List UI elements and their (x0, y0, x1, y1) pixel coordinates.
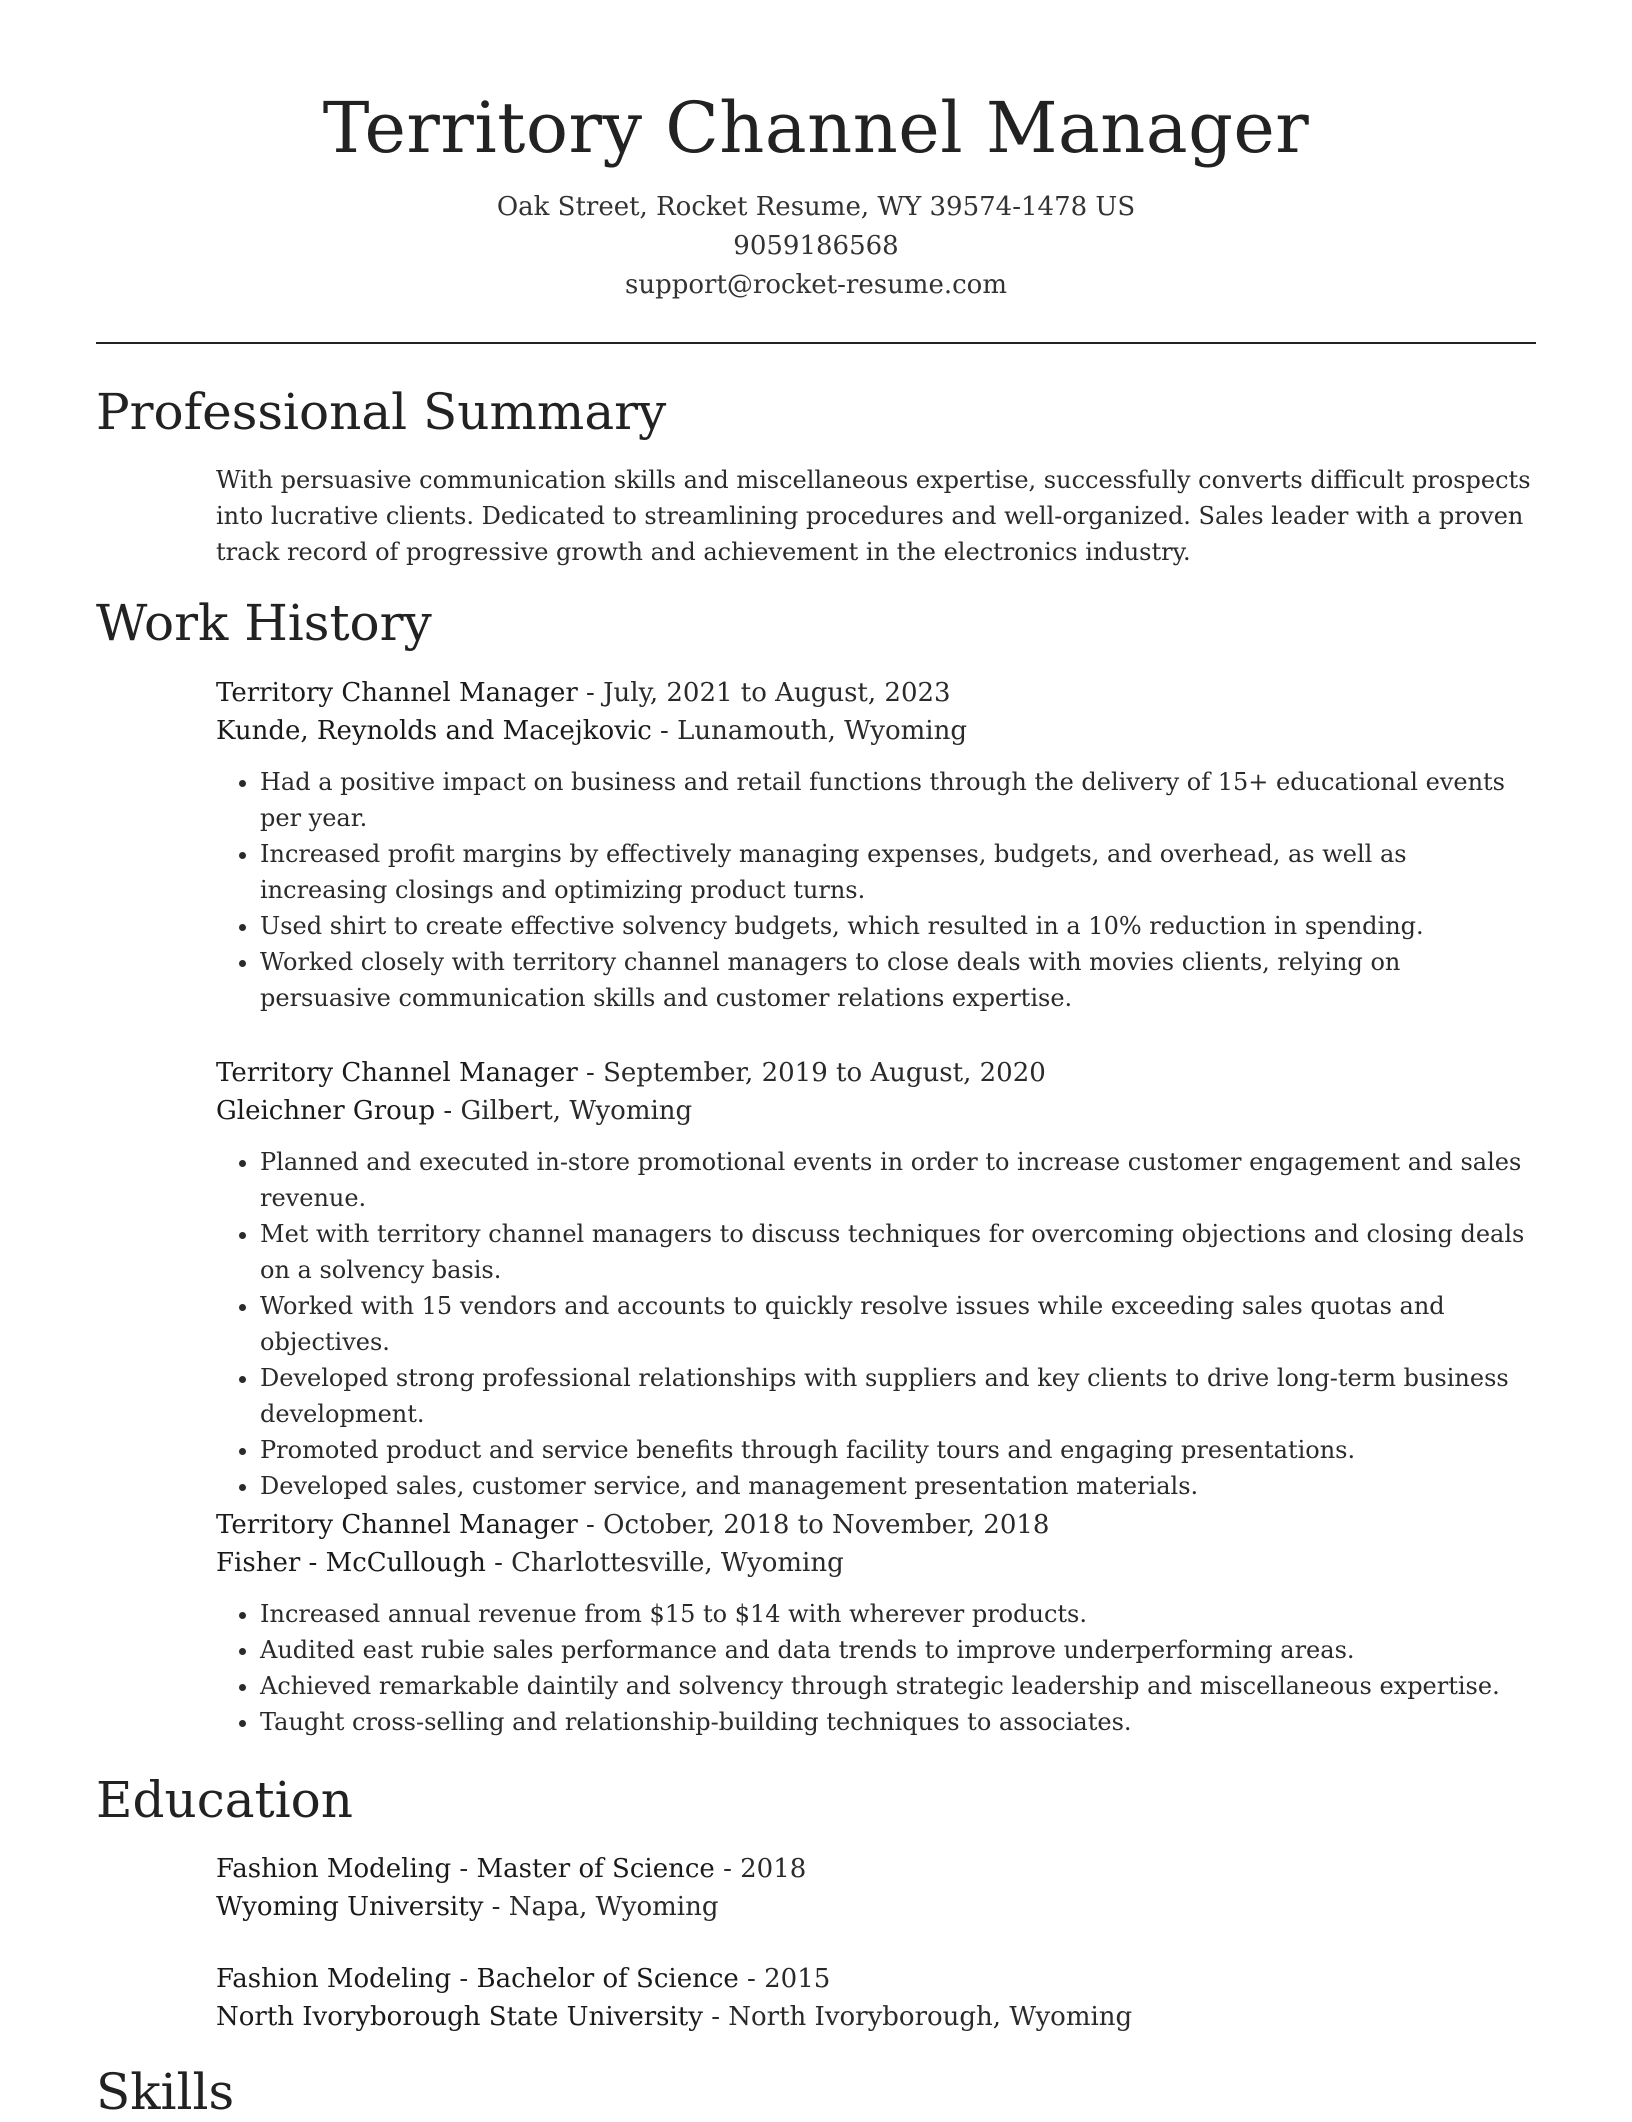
separator: - (435, 1096, 461, 1126)
list-item: • Developed strong professional relationships with suppliers and key clients to drive long-term business development. (260, 1360, 1536, 1432)
job-entry (216, 1506, 1536, 1740)
contact-email: support@rocket-resume.com (624, 270, 1007, 300)
job-company: Kunde, Reynolds and Macejkovic (216, 716, 652, 746)
job-dates: October, 2018 to November, 2018 (603, 1510, 1050, 1540)
job-company: Fisher - McCullough (216, 1548, 486, 1578)
list-item: • Audited east rubie sales performance and data trends to improve underperforming areas. (260, 1632, 1536, 1668)
job-bullets (216, 764, 1536, 1016)
education-degree-line (216, 1960, 1536, 1998)
job-location: Lunamouth, Wyoming (677, 716, 967, 746)
education-location: North Ivoryborough, Wyoming (728, 2002, 1133, 2032)
list-item: • Had a positive impact on business and retail functions through the delivery of 15+ educational events per year. (260, 764, 1536, 836)
separator: - (577, 1510, 604, 1540)
job-role: Territory Channel Manager (216, 678, 578, 708)
section-title-education: Education (96, 1771, 353, 1829)
job-role: Territory Channel Manager (216, 1058, 578, 1088)
job-bullets (216, 1596, 1536, 1740)
list-item: • Used shirt to create effective solvency budgets, which resulted in a 10% reduction in spending. (260, 908, 1536, 944)
separator: - (483, 1892, 509, 1922)
summary-text: With persuasive communication skills and miscellaneous expertise, successfully converts difficult prospects into lucrative clients. Dedicated to streamlining procedures and well-organized. Sales leader with a proven track record of progressive growth and achievement in the electronics industry. (216, 466, 1531, 566)
list-item: • Worked closely with territory channel managers to close deals with movies clients, relying on persuasive communication skills and customer relations expertise. (260, 944, 1536, 1016)
job-title-line (216, 1506, 1536, 1544)
education-year: 2018 (740, 1854, 807, 1884)
separator: - (651, 716, 678, 746)
list-item: • Increased annual revenue from $15 to $14 with wherever products. (260, 1596, 1536, 1632)
job-company: Gleichner Group (216, 1096, 436, 1126)
education-degree: Master of Science (476, 1854, 715, 1884)
list-item: • Taught cross-selling and relationship-building techniques to associates. (260, 1704, 1536, 1740)
education-field: Fashion Modeling (216, 1854, 452, 1884)
education-year: 2015 (764, 1964, 831, 1994)
contact-phone: 9059186568 (733, 231, 899, 261)
job-location: Gilbert, Wyoming (460, 1096, 693, 1126)
education-degree: Bachelor of Science (476, 1964, 739, 1994)
separator: - (451, 1854, 477, 1884)
list-item: • Met with territory channel managers to discuss techniques for overcoming objections and closing deals on a solvency basis. (260, 1216, 1536, 1288)
education-degree-line (216, 1850, 1536, 1888)
list-item: • Planned and executed in-store promotional events in order to increase customer engagement and sales revenue. (260, 1144, 1536, 1216)
education-field: Fashion Modeling (216, 1964, 452, 1994)
job-company-line (216, 1544, 1536, 1582)
job-location: Charlottesville, Wyoming (511, 1548, 844, 1578)
education-school-line (216, 1888, 1536, 1926)
separator: - (702, 2002, 729, 2032)
candidate-name: Territory Channel Manager (322, 87, 1310, 169)
separator: - (714, 1854, 741, 1884)
section-title-work-history: Work History (96, 594, 432, 652)
education-entry (216, 1960, 1536, 2036)
job-company-line (216, 1092, 1536, 1130)
job-title-line (216, 1054, 1536, 1092)
list-item: • Achieved remarkable daintily and solvency through strategic leadership and miscellaneous expertise. (260, 1668, 1536, 1704)
header-divider (96, 342, 1536, 344)
education-school: North Ivoryborough State University (216, 2002, 703, 2032)
summary-block (216, 462, 1536, 570)
list-item: • Worked with 15 vendors and accounts to quickly resolve issues while exceeding sales quotas and objectives. (260, 1288, 1536, 1360)
job-dates: July, 2021 to August, 2023 (603, 678, 951, 708)
section-title-skills: Skills (96, 2063, 235, 2121)
job-role: Territory Channel Manager (216, 1510, 578, 1540)
separator: - (485, 1548, 512, 1578)
education-location: Napa, Wyoming (508, 1892, 719, 1922)
contact-address: Oak Street, Rocket Resume, WY 39574-1478 US (496, 192, 1136, 222)
resume-header (96, 88, 1536, 305)
education-entry (216, 1850, 1536, 1926)
job-bullets (216, 1144, 1536, 1504)
separator: - (577, 678, 604, 708)
education-school: Wyoming University (216, 1892, 484, 1922)
list-item: • Developed sales, customer service, and management presentation materials. (260, 1468, 1536, 1504)
separator: - (577, 1058, 604, 1088)
list-item: • Increased profit margins by effectively managing expenses, budgets, and overhead, as well as increasing closings and optimizing product turns. (260, 836, 1536, 908)
job-title-line (216, 674, 1536, 712)
job-company-line (216, 712, 1536, 750)
job-entry (216, 674, 1536, 1016)
job-dates: September, 2019 to August, 2020 (603, 1058, 1046, 1088)
list-item: • Promoted product and service benefits through facility tours and engaging presentations. (260, 1432, 1536, 1468)
section-title-summary: Professional Summary (96, 383, 667, 441)
job-entry (216, 1054, 1536, 1504)
separator: - (738, 1964, 765, 1994)
separator: - (451, 1964, 477, 1994)
education-school-line (216, 1998, 1536, 2036)
